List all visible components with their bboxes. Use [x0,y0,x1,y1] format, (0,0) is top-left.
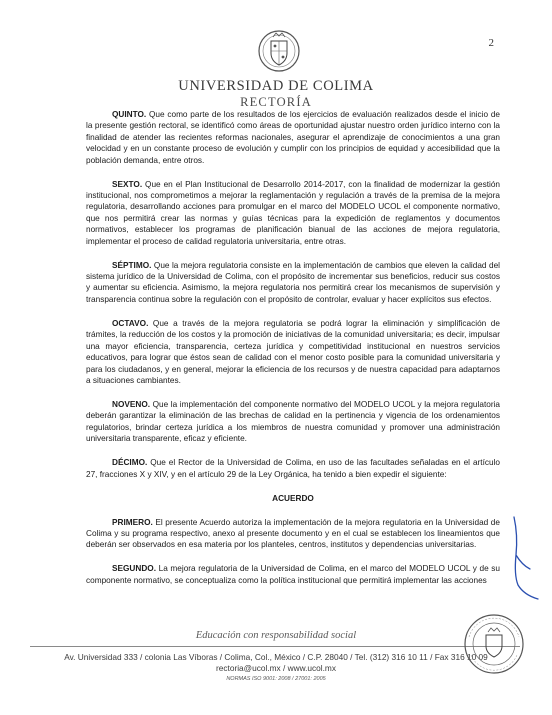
article-lead: PRIMERO. [112,517,153,527]
contact-line: rectoria@ucol.mx / www.ucol.mx [216,663,336,673]
paragraph-lead: QUINTO. [112,110,147,119]
certification-seal-icon [463,613,525,675]
article-text: El presente Acuerdo autoriza la implementación de la mejora regulatoria en la Universidad de Colima y su programa respectivo, anexo al presente documento y en el cual se establecen los lineamientos que deberán ser observados en esa materia por los planteles, centros, institutos y dependencias universitarias. [86,517,500,550]
footer-divider [30,646,520,647]
agreement-heading: ACUERDO [272,493,314,503]
university-seal-icon [257,27,301,75]
paragraph-septimo [86,260,500,306]
article-segundo [86,563,500,586]
paragraph-text: Que como parte de los resultados de los ejercicios de evaluación realizados desde el inicio de la presente gestión rectoral, se identificó como áreas de oportunidad ajustar nuestro orden jurídico interno con la finalidad de atender las recientes reformas nacionales, asegurar el aprendizaje de conocimientos a una gran velocidad y en un constante proceso de evolución y cumplir con los principios de equidad y accesibilidad que la población demanda, entre otros. [86,110,500,165]
iso-norms: NORMAS ISO 9001: 2008 / 27001: 2005 [226,676,326,682]
paragraph-decimo [86,457,500,480]
paragraph-text: Que a través de la mejora regulatoria se podrá lograr la eliminación y simplificación de trámites, la reducción de los costos y la promoción de iniciativas de la comunidad universitaria; es decir, impulsar una mayor eficiencia, transparencia, certeza jurídica y competitividad institucional en nuestros servicios educativos, para lograr que éstos sean de calidad con el menor costo posible para la comunidad universitaria y para los ciudadanos, y en general, mejorar la eficiencia de los recursos y de nuestra capacidad para adaptarnos a situaciones cambiantes. [86,318,500,385]
page-number: 2 [488,37,494,49]
paragraph-text: Que el Rector de la Universidad de Colima, en uso de las facultades señaladas en el artículo 27, fracciones X y XIV, y en el artículo 29 de la Ley Orgánica, ha tenido a bien expedir el siguiente: [86,458,500,479]
paragraph-lead: DÉCIMO. [112,458,148,468]
paragraph-octavo [86,318,500,386]
department-name: RECTORÍA [240,95,312,109]
paragraph-text: Que la mejora regulatoria consiste en la implementación de cambios que eleven la calidad del sistema jurídico de la Universidad de Colima, con el propósito de incrementar sus beneficios, reducir sus costos y aumentar su eficiencia. Asimismo, la mejora regulatoria nos permitirá crear los mecanismos de supervisión y transparencia continua sobre la regulación con el propósito de controlar, evaluar y hacer explícitos sus efectos. [86,260,500,304]
paragraph-lead: OCTAVO. [112,318,149,328]
handwritten-signature [508,515,542,603]
university-name: UNIVERSIDAD DE COLIMA [178,78,374,94]
paragraph-text: Que en el Plan Institucional de Desarrollo 2014-2017, con la finalidad de modernizar la gestión institucional, nos comprometimos a mejorar la reglamentación y regulación a través de la premisa de la mejora regulatoria, desarrollando acciones para promulgar en el marco del MODELO UCOL el componente normativo, que nos permitirá crear las normas y guías técnicas para la expedición de reglamentos y documentos normativos, establecer los programas de planificación bianual de las acciones de mejora regulatoria, implementar el proceso de calidad regulatoria universitaria, entre otras. [86,179,500,246]
footer-motto: Educación con responsabilidad social [195,630,357,641]
paragraph-sexto [86,179,500,247]
article-lead: SEGUNDO. [112,564,157,574]
article-primero [86,517,500,551]
article-text: La mejora regulatoria de la Universidad de Colima, en el marco del MODELO UCOL y de su componente normativo, se conceptualiza como la política institucional que permitirá implementar las acciones [86,564,500,585]
paragraph-noveno [86,399,500,445]
paragraph-lead: SÉPTIMO. [112,260,152,270]
paragraph-text: Que la implementación del componente normativo del MODELO UCOL y la mejora regulatoria deberán garantizar la eliminación de las brechas de calidad en la pertinencia y vigencia de los ordenamientos regulatorios, brindar certeza jurídica a los miembros de nuestra comunidad y promover una administración universitaria transparente, eficaz y eficiente. [86,399,500,444]
document-body [86,109,500,586]
paragraph-lead: SEXTO. [112,179,143,189]
paragraph-lead: NOVENO. [112,399,151,409]
paragraph-quinto [86,109,500,166]
address-line: Av. Universidad 333 / colonia Las Víboras / Colima, Col., México / C.P. 28040 / Tel. (312) 316 10 11 / Fax 316 10 09 [64,652,488,662]
